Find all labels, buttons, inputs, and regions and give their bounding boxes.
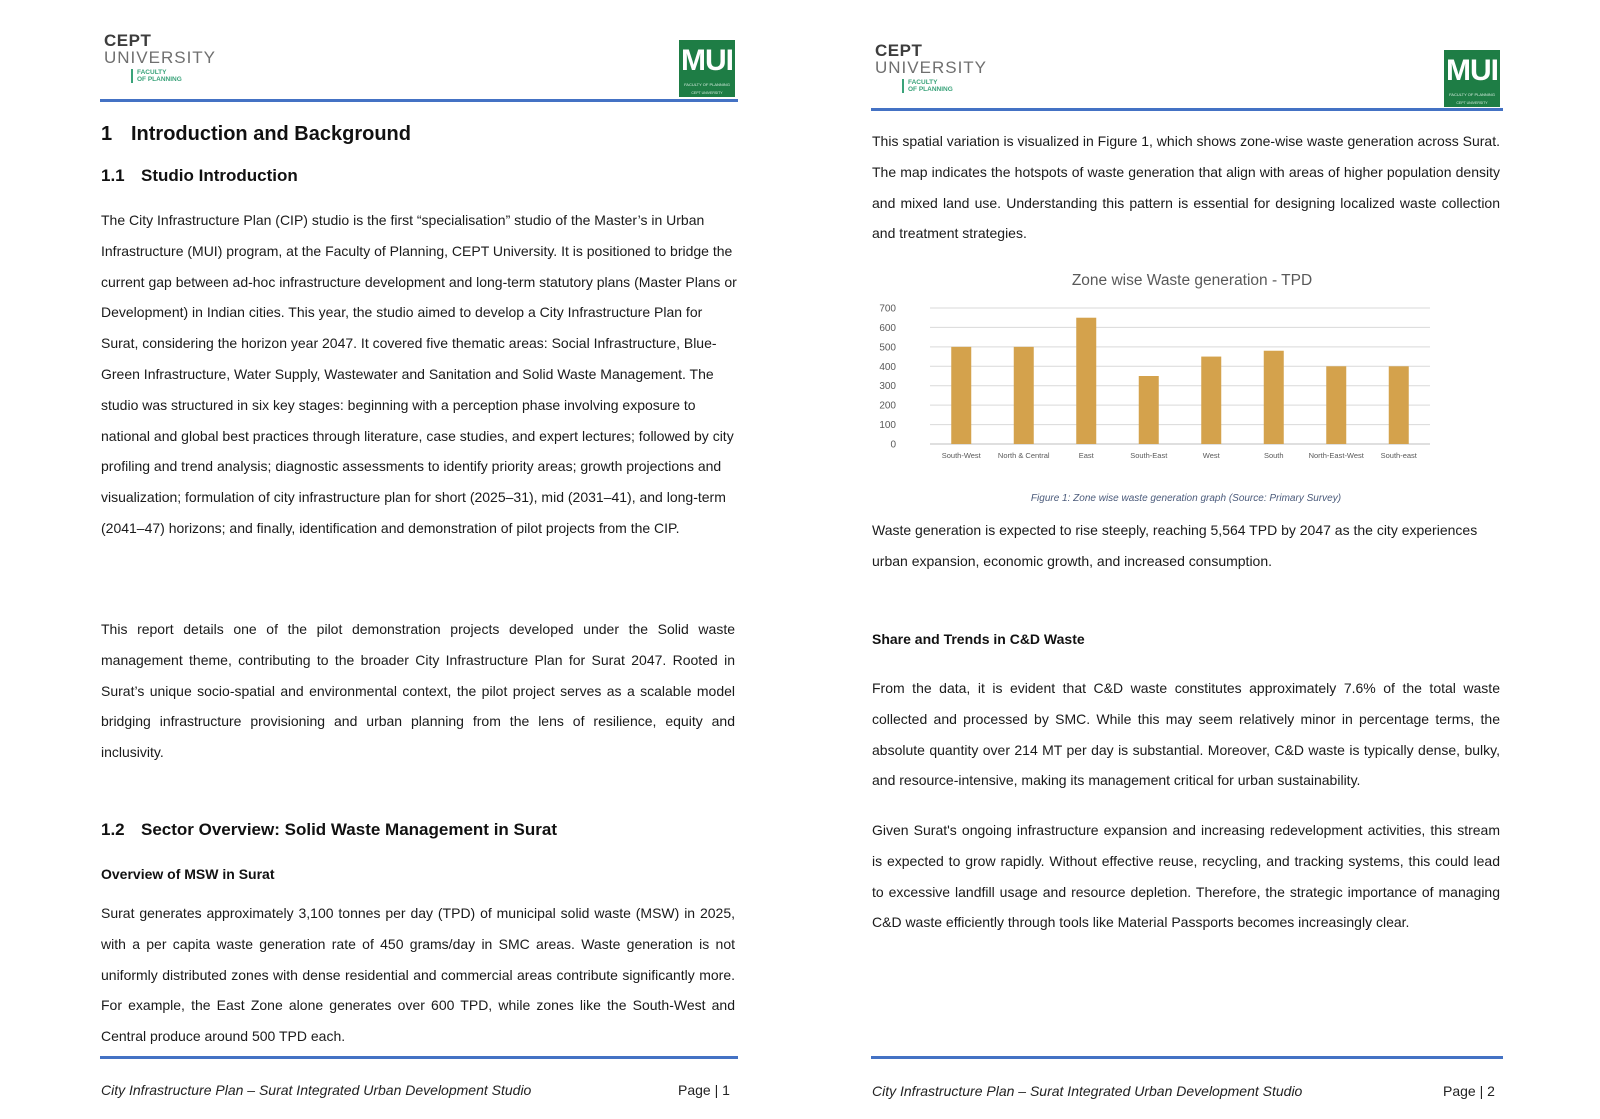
cept-logo-line1: CEPT: [104, 31, 152, 50]
footer-title: City Infrastructure Plan – Surat Integrated Urban Development Studio: [101, 1082, 532, 1098]
x-tick-label: North-East-West: [1308, 451, 1364, 460]
bar-south-east: [1389, 366, 1409, 444]
bar-west: [1201, 357, 1221, 444]
footer-rule: [100, 1056, 738, 1059]
header-rule: [871, 108, 1503, 111]
mui-logo-sub2: CEPT UNIVERSITY: [1456, 101, 1488, 105]
bar-east: [1076, 318, 1096, 444]
figure-caption: Figure 1: Zone wise waste generation graph (Source: Primary Survey): [1030, 493, 1342, 504]
subsection-heading-1-1: [101, 166, 298, 186]
y-tick-label: 200: [879, 400, 896, 412]
y-tick-label: 500: [879, 342, 896, 354]
x-tick-label: South-West: [941, 451, 981, 460]
mui-logo-sub: FACULTY OF PLANNING: [1449, 92, 1495, 97]
spatial-variation-paragraph: This spatial variation is visualized in Figure 1, which shows zone-wise waste generation across Surat. The map indicates the hotspots of waste generation that align with areas of higher population density and mixed land use. Understanding this pattern is essential for designing localized waste collection and treatment strategies.: [872, 133, 1500, 242]
cept-logo-line1: CEPT: [875, 41, 923, 60]
bar-north-central: [1014, 347, 1034, 444]
mui-logo-sub2: CEPT UNIVERSITY: [691, 91, 723, 95]
cd-waste-trend-paragraph: Given Surat's ongoing infrastructure expansion and increasing redevelopment activities, this stream is expected to grow rapidly. Without effective reuse, recycling, and tracking systems, this could lead to excessive landfill usage and resource depletion. Therefore, the strategic importance of managing C&D waste efficiently through tools like Material Passports becomes increasingly clear.: [872, 822, 1500, 931]
mui-logo-sub: FACULTY OF PLANNING: [684, 82, 730, 87]
bar-south-west: [951, 347, 971, 444]
y-tick-label: 100: [879, 420, 896, 432]
faculty-line1: FACULTY: [908, 79, 938, 86]
cept-logo-line2: UNIVERSITY: [875, 58, 988, 77]
subsection-heading-1-2: [101, 820, 557, 840]
bar-south: [1264, 351, 1284, 444]
bar-north-east-west: [1326, 366, 1346, 444]
heading-number: 1.2: [101, 820, 125, 839]
x-tick-label: South-east: [1380, 451, 1417, 460]
faculty-line2: OF PLANNING: [908, 86, 953, 93]
mui-logo: [1444, 50, 1500, 107]
y-tick-label: 600: [879, 322, 896, 334]
heading-text: Sector Overview: Solid Waste Management in Surat: [141, 820, 557, 839]
mui-logo: [679, 40, 735, 97]
bar-south-east: [1139, 376, 1159, 444]
mui-logo-text: MUI: [681, 44, 733, 77]
cd-waste-heading: Share and Trends in C&D Waste: [872, 631, 1085, 647]
cept-logo-line2: UNIVERSITY: [104, 48, 217, 67]
heading-text: Studio Introduction: [141, 166, 298, 185]
y-tick-label: 700: [879, 303, 896, 315]
studio-introduction-paragraph: The City Infrastructure Plan (CIP) studio is the first “specialisation” studio of the Master’s in Urban Infrastructure (MUI) program, at the Faculty of Planning, CEPT University. It is positioned to bridge the current gap between ad-hoc infrastructure development and long-term statutory plans (Master Plans or Development) in Indian cities. This year, the studio aimed to develop a City Infrastructure Plan for Surat, considering the horizon year 2047. It covered five thematic areas: Social Infrastructure, Blue-Green Infrastructure, Water Supply, Wastewater and Sanitation and Solid Waste Management. The studio was structured in six key stages: beginning with a perception phase involving exposure to national and global best practices through literature, case studies, and expert lectures; followed by city profiling and trend analysis; diagnostic assessments to identify priority areas; growth projections and visualization; formulation of city infrastructure plan for short (2025–31), mid (2031–41), and long-term (2041–47) horizons; and finally, identification and demonstration of pilot projects from the CIP.: [101, 212, 737, 536]
msw-overview-heading: Overview of MSW in Surat: [101, 866, 275, 882]
msw-overview-paragraph: Surat generates approximately 3,100 tonnes per day (TPD) of municipal solid waste (MSW) in 2025, with a per capita waste generation rate of 450 grams/day in SMC areas. Waste generation is not uniformly distributed zones with dense residential and commercial areas contribute significantly more. For example, the East Zone alone generates over 600 TPD, while zones like the South-West and Central produce around 500 TPD each.: [101, 905, 735, 1045]
cept-university-logo: [104, 32, 216, 83]
x-tick-label: East: [1078, 451, 1094, 460]
footer-rule: [871, 1056, 1503, 1059]
chart-title: Zone wise Waste generation - TPD: [1071, 272, 1313, 289]
footer-title: City Infrastructure Plan – Surat Integrated Urban Development Studio: [872, 1083, 1303, 1099]
faculty-line1: FACULTY: [137, 69, 167, 76]
y-tick-label: 400: [879, 361, 896, 373]
y-tick-label: 300: [879, 381, 896, 393]
cept-university-logo: [875, 42, 987, 93]
cd-waste-share-paragraph: From the data, it is evident that C&D waste constitutes approximately 7.6% of the total waste collected and processed by SMC. While this may seem relatively minor in percentage terms, the absolute quantity over 214 MT per day is substantial. Moreover, C&D waste is typically dense, bulky, and resource-intensive, making its management critical for urban sustainability.: [872, 680, 1500, 789]
x-tick-label: South-East: [1130, 451, 1168, 460]
heading-number: 1.1: [101, 166, 125, 185]
document-page-2: [800, 0, 1600, 1119]
faculty-label: [131, 69, 216, 83]
zone-waste-bar-chart: [870, 298, 1470, 470]
section-heading-1: [101, 123, 411, 146]
page-number: Page | 2: [1443, 1083, 1495, 1099]
page-number: Page | 1: [678, 1082, 730, 1098]
faculty-line2: OF PLANNING: [137, 76, 182, 83]
heading-number: 1: [101, 123, 113, 145]
waste-projection-paragraph: Waste generation is expected to rise steeply, reaching 5,564 TPD by 2047 as the city experiences urban expansion, economic growth, and increased consumption.: [872, 522, 1478, 569]
heading-text: Introduction and Background: [131, 123, 411, 145]
pilot-project-paragraph: This report details one of the pilot demonstration projects developed under the Solid waste management theme, contributing to the broader City Infrastructure Plan for Surat 2047. Rooted in Surat’s unique socio-spatial and environmental context, the pilot project serves as a scalable model bridging infrastructure provisioning and urban planning from the lens of resilience, equity and inclusivity.: [101, 621, 735, 761]
x-tick-label: South: [1263, 451, 1284, 460]
faculty-label: [902, 79, 987, 93]
x-tick-label: West: [1202, 451, 1220, 460]
mui-logo-text: MUI: [1446, 54, 1498, 87]
y-tick-label: 0: [890, 439, 896, 451]
x-tick-label: North & Central: [997, 451, 1050, 460]
header-rule: [100, 99, 738, 102]
